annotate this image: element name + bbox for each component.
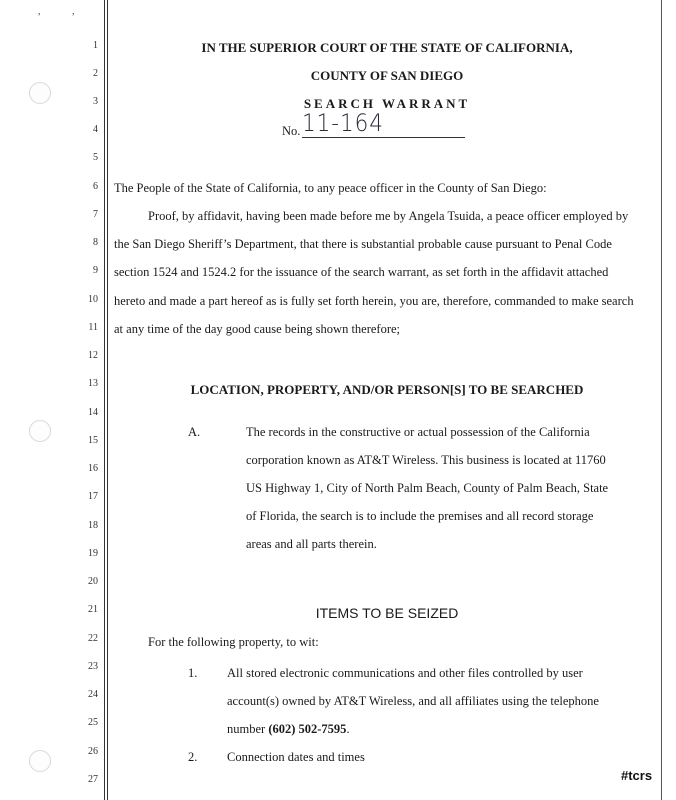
court-title: IN THE SUPERIOR COURT OF THE STATE OF CALIFORNIA,: [201, 40, 573, 55]
line-number: 12: [88, 350, 98, 361]
line-number: 15: [88, 435, 98, 446]
body-line: the San Diego Sheriff’s Department, that there is substantial probable cause pursuant to Penal Code: [114, 237, 612, 251]
item-2-text: Connection dates and times: [227, 750, 365, 764]
line-number: 20: [88, 576, 98, 587]
item-1-line: account(s) owned by AT&T Wireless, and all affiliates using the telephone: [227, 694, 599, 708]
line-number: 6: [93, 181, 98, 192]
left-margin-rule: [104, 0, 105, 800]
left-margin-rule: [107, 0, 108, 800]
items-intro: For the following property, to wit:: [148, 635, 319, 649]
body-line: hereto and made a part hereof as is fully set forth herein, you are, therefore, commanded to make search: [114, 294, 634, 308]
line-number: 21: [88, 604, 98, 615]
warrant-number-label: No.: [282, 124, 301, 138]
line-number: 13: [88, 378, 98, 389]
line-number: 26: [88, 746, 98, 757]
line-number: 16: [88, 463, 98, 474]
body-line: Proof, by affidavit, having been made before me by Angela Tsuida, a peace officer employed by: [148, 209, 629, 223]
line-number: 7: [93, 209, 98, 220]
line-number: 27: [88, 774, 98, 785]
line-number: 19: [88, 548, 98, 559]
line-number: 2: [93, 68, 98, 79]
location-item-line: US Highway 1, City of North Palm Beach, County of Palm Beach, State: [246, 481, 609, 495]
line-number: 3: [93, 96, 98, 107]
item-1-label: 1.: [188, 666, 198, 680]
item-1-line: All stored electronic communications and other files controlled by user: [227, 666, 583, 680]
location-item-label: A.: [188, 425, 201, 439]
location-item-line: of Florida, the search is to include the premises and all record storage: [246, 509, 594, 523]
line-number: 8: [93, 237, 98, 248]
item-1-suffix: .: [346, 722, 350, 736]
county-title: COUNTY OF SAN DIEGO: [310, 68, 464, 83]
location-item-line: corporation known as AT&T Wireless. This business is located at 11760: [246, 453, 606, 467]
line-number: 4: [93, 124, 98, 135]
location-item-line: areas and all parts therein.: [246, 537, 377, 551]
item-1-phone-number: (602) 502-7595: [268, 722, 347, 736]
intro-paragraph: The People of the State of California, to any peace officer in the County of San Diego:: [114, 181, 547, 195]
line-number: 23: [88, 661, 98, 672]
location-section-heading: LOCATION, PROPERTY, AND/OR PERSON[S] TO BE SEARCHED: [190, 382, 584, 397]
line-number: 10: [88, 294, 98, 305]
line-number: 24: [88, 689, 98, 700]
item-1-prefix: number: [227, 722, 269, 736]
warrant-number-handwritten: 11-164: [302, 109, 384, 137]
punch-hole: [29, 750, 51, 772]
punch-hole: [29, 420, 51, 442]
line-number: 22: [88, 633, 98, 644]
document-type: SEARCH WARRANT: [303, 96, 471, 111]
body-line: section 1524 and 1524.2 for the issuance of the search warrant, as set forth in the affidavit attached: [114, 265, 609, 279]
line-number: 11: [88, 322, 98, 333]
item-1-phone-line: [227, 722, 350, 737]
items-section-heading: ITEMS TO BE SEIZED: [315, 605, 459, 621]
warrant-number-line: [302, 137, 465, 138]
line-number: 5: [93, 152, 98, 163]
line-number: 1: [93, 40, 98, 51]
line-number: 18: [88, 520, 98, 531]
location-item-line: The records in the constructive or actual possession of the California: [246, 425, 590, 439]
line-number: 17: [88, 491, 98, 502]
punch-hole: [29, 82, 51, 104]
right-margin-rule: [661, 0, 662, 800]
item-2-label: 2.: [188, 750, 198, 764]
margin-tick: ,: [72, 6, 75, 17]
line-number: 14: [88, 407, 98, 418]
body-line: at any time of the day good cause being shown therefore;: [114, 322, 401, 336]
line-number: 9: [93, 265, 98, 276]
watermark-tag: #tcrs: [621, 768, 653, 783]
line-number: 25: [88, 717, 98, 728]
margin-tick: ,: [38, 6, 41, 17]
